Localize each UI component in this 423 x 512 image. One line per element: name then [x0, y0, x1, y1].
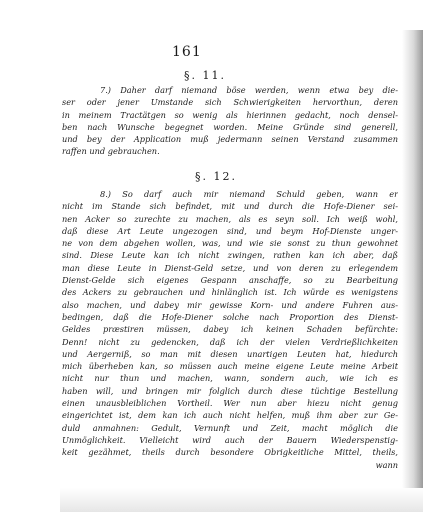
text-line: ne von dem abgehen wollen, was, und wie sie sonst zu thun gewohnet: [62, 238, 398, 249]
text-line: eingerichtet ist, dem kan ich auch nicht helfen, muß ihm aber zur Ge-: [62, 410, 398, 421]
text-line: einen unausbleiblichen Vortheil. Wer nun aber hiezu nicht genug: [62, 398, 398, 409]
text-line: man diese Leute in Dienst-Geld setze, und von deren zu erlegendem: [62, 262, 398, 273]
catchword: wann: [375, 459, 398, 470]
text-line: des Ackers zu gebrauchen und hinlänglich ist. Ich würde es wenigstens: [62, 287, 398, 298]
text-line: Denn! nicht zu gedencken, daß ich der vielen Verdrießlichkeiten: [62, 336, 398, 347]
text-line: 8.) So darf auch mir niemand Schuld geben, wann er: [100, 189, 398, 199]
text-line: keit gezähmet, theils durch besondere Obrigkeitliche Mittel, theils,: [62, 447, 398, 458]
text-line: duld anmahnen: Gedult, Vernunft und Zeit, macht möglich die: [62, 422, 398, 433]
text-line: nicht nur thun und machen, wann, sondern auch, wie ich es: [62, 373, 398, 384]
text-line: bedingen, daß die Hofe-Diener solche nach Proportion des Dienst-: [62, 311, 398, 322]
text-line: nen Acker so zurechte zu machen, als es seyn soll. Ich weiß wohl,: [62, 213, 398, 224]
text-line: ser oder jener Umstande sich Schwierigkeiten hervorthun, deren: [62, 97, 398, 108]
text-line: und bey der Application muß jedermann seinen Verstand zusammen: [62, 134, 398, 145]
text-line: nicht im Stande sich befindet, mit und durch die Hofe-Diener sei-: [62, 201, 398, 212]
text-line: mich überheben kan, so müssen auch meine eigene Leute meine Arbeit: [62, 361, 398, 372]
text-line: also machen, und dabey mir gewisse Korn- und andere Fuhren aus-: [62, 299, 398, 310]
text-line: 7.) Daher darf niemand böse werden, wenn etwa bey die-: [100, 85, 398, 95]
text-line: Dienst-Gelde sich eigenes Gespann anschaffe, so zu Bearbeitung: [62, 275, 398, 286]
text-line: raffen und gebrauchen.: [62, 146, 160, 157]
text-line: haben will, und bringen mir folglich durch diese tüchtige Bestellung: [62, 385, 398, 396]
page-number: 161: [172, 44, 202, 60]
text-line: ben nach Wunsche begegnet worden. Meine Gründe sind generell,: [62, 121, 398, 132]
paragraph-section-11: [62, 84, 398, 158]
section-heading-12: §. 12.: [195, 170, 237, 183]
text-line: sind. Diese Leute kan ich nicht zwingen, rathen kan ich aber, daß: [62, 250, 398, 261]
section-heading-11: §. 11.: [184, 69, 226, 82]
text-line: Geldes præstiren müssen, dabey ich keinen Schaden befürchte:: [62, 324, 398, 335]
text-line: in meinem Tractätgen so wenig als hierinnen gedacht, noch densel-: [62, 109, 398, 120]
paragraph-section-12: [62, 188, 398, 471]
text-line: daß diese Art Leute ungezogen sind, und beym Hof-Dienste unger-: [62, 225, 398, 236]
page-bottom-shadow: [60, 488, 423, 512]
text-line: und Aergerniß, so man mit diesen unartigen Leuten hat, hiedurch: [62, 348, 398, 359]
page-edge-shadow: [402, 30, 423, 512]
text-line: Unmöglichkeit. Vielleicht wird auch der Bauern Wiederspenstig-: [62, 434, 398, 445]
